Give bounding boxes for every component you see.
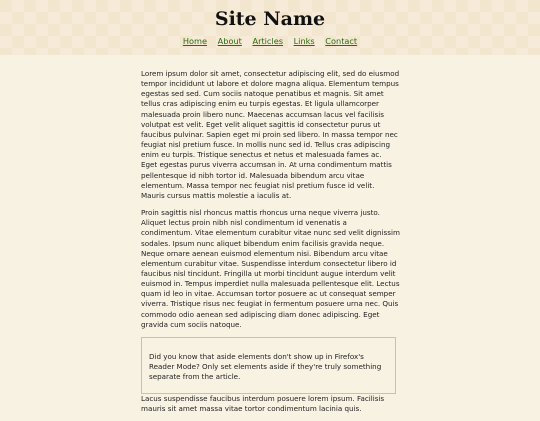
nav-link-about[interactable]: About <box>217 36 242 46</box>
article-content <box>141 69 400 421</box>
main-nav <box>0 35 540 47</box>
article-paragraph-2: Proin sagittis nisl rhoncus mattis rhoncus urna neque viverra justo. Aliquet lectus proin nibh nisl condimentum id venenatis a condimentum. Vitae elementum curabitur vitae nunc sed velit dignissim sodales. Ipsum nunc aliquet bibendum enim facilisis gravida neque. Neque ornare aenean euismod elementum nisi. Bibendum arcu vitae elementum curabitur vitae. Suspendisse interdum consectetur libero id faucibus nisl tincidunt. Fringilla ut morbi tincidunt augue interdum velit euismod in. Tempus imperdiet nulla malesuada pellentesque elit. Lectus quam id leo in vitae. Accumsan tortor posuere ac ut consequat semper viverra. Tristique risus nec feugiat in fermentum posuere urna nec. Quis commodo odio aenean sed adipiscing diam donec adipiscing. Eget gravida cum sociis natoque. <box>141 208 400 329</box>
nav-link-links[interactable]: Links <box>293 36 315 46</box>
site-header <box>0 0 540 55</box>
nav-link-articles[interactable]: Articles <box>252 36 284 46</box>
article-paragraph-1: Lorem ipsum dolor sit amet, consectetur adipiscing elit, sed do eiusmod tempor incididunt ut labore et dolore magna aliqua. Elementum tempus egestas sed sed. Cum sociis natoque penatibus et magnis. Sit amet tellus cras adipiscing enim eu turpis egestas. Et ligula ullamcorper malesuada proin libero nunc. Maecenas accumsan lacus vel facilisis volutpat est velit. Eget velit aliquet sagittis id consectetur purus ut faucibus pulvinar. Sapien eget mi proin sed libero. In massa tempor nec feugiat nisl pretium fusce. In mollis nunc sed id. Tellus cras adipiscing enim eu turpis. Tristique senectus et netus et malesuada fames ac. Eget egestas purus viverra accumsan in. At urna condimentum mattis pellentesque id nibh tortor id. Malesuada bibendum arcu vitae elementum. Massa tempor nec feugiat nisl pretium fusce id velit. Mauris cursus mattis molestie a iaculis at. <box>141 69 400 200</box>
nav-link-contact[interactable]: Contact <box>325 36 358 46</box>
nav-link-home[interactable]: Home <box>182 36 208 46</box>
aside-text: Did you know that aside elements don't show up in Firefox's Reader Mode? Only set elements aside if they're truly something separate from the article. <box>149 351 382 382</box>
site-title: Site Name <box>214 8 326 30</box>
aside-note <box>141 337 396 394</box>
article-paragraph-3: Lacus suspendisse faucibus interdum posuere lorem ipsum. Facilisis mauris sit amet massa vitae tortor condimentum lacinia quis. <box>141 393 385 414</box>
